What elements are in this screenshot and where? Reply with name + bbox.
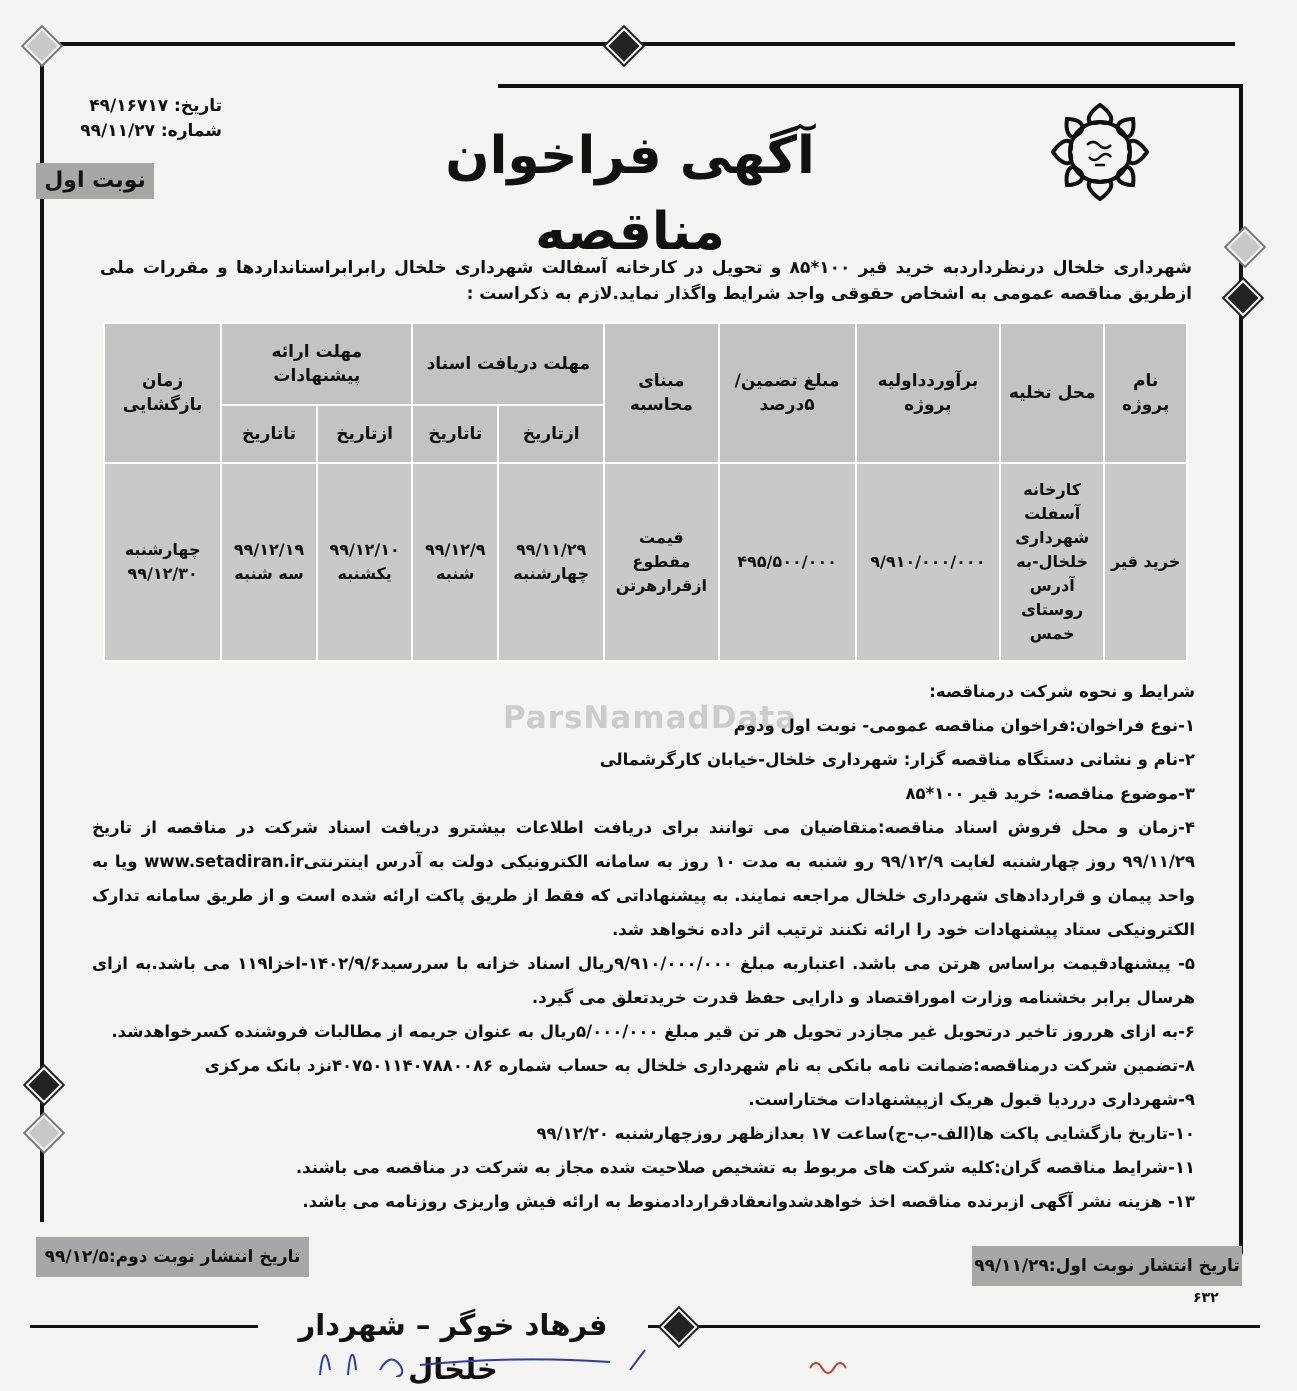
header-offers-from: ازتاریخ bbox=[317, 405, 413, 463]
condition-item: ۸-تضمین شرکت درمناقصه:ضمانت نامه بانکی به نام شهرداری خلخال به حساب شماره ۴۰۷۵۰۱۱۴۰۷۸۸۰۰۸۶نزد بانک مرکزی bbox=[204, 1056, 1195, 1075]
condition-item: ۱۰-تاریخ بازگشایی پاکت ها(الف-ب-ج)ساعت ۱۷ بعدازظهر روزچهارشنبه ۹۹/۱۲/۲۰ bbox=[536, 1124, 1195, 1143]
offers-from-date: ۹۹/۱۲/۱۰ bbox=[329, 540, 400, 559]
cell-basis: قیمت مقطوع ازقرارهرتن bbox=[604, 463, 718, 661]
conditions-section bbox=[92, 675, 1195, 1219]
condition-item: ۶-به ازای هرروز تاخیر درتحویل غیر مجازدر تحویل هر تن قیر مبلغ ۵/۰۰۰/۰۰۰ریال به عنوان جریمه از مطالبات فروشنده کسرخواهدشد. bbox=[111, 1022, 1195, 1041]
notice-meta bbox=[62, 94, 222, 144]
docs-to-date: ۹۹/۱۲/۹ bbox=[424, 540, 486, 559]
condition-item: ۱-نوع فراخوان:فراخوان مناقصه عمومی- نوبت اول ودوم bbox=[733, 716, 1195, 735]
docs-from-day: چهارشنبه bbox=[513, 564, 590, 583]
notice-date: تاریخ: ۴۹/۱۶۷۱۷ bbox=[89, 96, 222, 116]
header-guarantee: مبلغ تضمین/۵درصد bbox=[719, 323, 856, 463]
condition-item-4 bbox=[92, 811, 1195, 947]
cell-offers-from bbox=[317, 463, 413, 661]
page-title: آگهی فراخوان مناقصه bbox=[445, 126, 815, 262]
conditions-heading: شرایط و نحوه شرکت درمناقصه: bbox=[929, 682, 1195, 701]
offers-to-date: ۹۹/۱۲/۱۹ bbox=[233, 540, 305, 559]
condition-item: ۲-نام و نشانی دستگاه مناقصه گزار: شهرداری خلخال-خیابان کارگرشمالی bbox=[599, 750, 1195, 769]
tender-table bbox=[103, 322, 1188, 662]
frame-diamond-ornament bbox=[1225, 280, 1262, 317]
header-opening: زمان بازگشایی bbox=[104, 323, 221, 463]
condition-item: ۹-شهرداری درردیا قبول هریک ازپیشنهادات مختاراست. bbox=[748, 1090, 1195, 1109]
condition-item: ۵- پیشنهادقیمت براساس هرتن می باشد. اعتباربه مبلغ ۹/۹۱۰/۰۰۰/۰۰۰ریال اسناد خزانه با سررسید۱۴۰۲/۹/۶-اخزا۱۱۹ می باشد.به ازای هرسال برابر بخشنامه وزارت اموراقتصاد و دارایی حفظ قدرت خریدتعلق می گیرد. bbox=[92, 954, 1195, 1007]
signature-line: فرهاد خوگر – شهردار خلخال bbox=[258, 1303, 648, 1391]
cell-location: کارخانه آسفلت شهرداری خلخال-به آدرس روستای خمس bbox=[1000, 463, 1104, 661]
municipality-logo-icon bbox=[1045, 97, 1155, 207]
website-link[interactable]: www.setadiran.ir bbox=[144, 852, 304, 871]
offers-from-day: یکشنبه bbox=[337, 564, 392, 583]
condition-item: ۱۱-شرایط مناقصه گران:کلیه شرکت های مربوط به تشخیص صلاحیت شده مجاز به شرکت در مناقصه می باشند. bbox=[295, 1158, 1195, 1177]
docs-from-date: ۹۹/۱۱/۲۹ bbox=[516, 540, 587, 559]
condition-item: ۳-موضوع مناقصه: خرید قیر ۱۰۰*۸۵ bbox=[905, 784, 1195, 803]
opening-day: چهارشنبه bbox=[124, 540, 201, 559]
round-badge: نوبت اول bbox=[36, 163, 154, 199]
opening-date: ۹۹/۱۲/۳۰ bbox=[127, 564, 198, 583]
cell-opening bbox=[104, 463, 221, 661]
frame-top-line-inner bbox=[498, 84, 1243, 88]
header-offers-to: تاتاریخ bbox=[221, 405, 317, 463]
header-docs-deadline: مهلت دریافت اسناد bbox=[412, 323, 604, 405]
condition-item-4-rest: ویا به واحد پیمان و قراردادهای شهرداری خلخال مراجعه نمایند. به پیشنهاداتی که فقط از طریق پاکت ارائه شده است و از طریق سامانه تدارک الکترونیکی ستاد پیشنهادات خود را ارائه نکنند ترتیب اثر داده نخواهد شد. bbox=[92, 852, 1195, 939]
frame-diamond-ornament bbox=[1227, 229, 1264, 266]
header-offers-deadline: مهلت ارائه پیشنهادات bbox=[221, 323, 412, 405]
condition-item-4-text: ۴-زمان و محل فروش اسناد مناقصه:متقاضیان می توانند برای دریافت اطلاعات بیشترو دریافت اسناد شرکت در مناقصه از تاریخ ۹۹/۱۱/۲۹ روز چهارشنبه لغایت ۹۹/۱۲/۹ رو شنبه به مدت ۱۰ روز به سامانه الکترونیکی دولت به آدرس اینترنتی bbox=[92, 818, 1195, 871]
header-docs-from: ازتاریخ bbox=[498, 405, 604, 463]
header-estimate: برآوردداولیه پروژه bbox=[856, 323, 1000, 463]
watermark-text: ParsNamadData bbox=[502, 700, 798, 736]
cell-docs-to bbox=[412, 463, 498, 661]
cell-guarantee: ۴۹۵/۵۰۰/۰۰۰ bbox=[719, 463, 856, 661]
publish-date-first: تاریخ انتشار نوبت اول:۹۹/۱۱/۲۹ bbox=[972, 1246, 1242, 1286]
frame-left-line bbox=[40, 42, 44, 1222]
cell-estimate: ۹/۹۱۰/۰۰۰/۰۰۰ bbox=[856, 463, 1000, 661]
frame-diamond-ornament bbox=[26, 1067, 63, 1104]
cell-project-name: خرید قیر bbox=[1104, 463, 1187, 661]
header-project-name: نام پروژه bbox=[1104, 323, 1187, 463]
table-header-row bbox=[104, 323, 1187, 405]
handwritten-marks-icon bbox=[270, 1340, 970, 1377]
cell-docs-from bbox=[498, 463, 604, 661]
header-docs-to: تاتاریخ bbox=[412, 405, 498, 463]
frame-diamond-ornament bbox=[606, 28, 643, 65]
page-number: ۶۳۲ bbox=[1193, 1290, 1219, 1306]
header-location: محل تخلیه bbox=[1000, 323, 1104, 463]
notice-number: شماره: ۹۹/۱۱/۲۷ bbox=[80, 121, 222, 141]
intro-paragraph: شهرداری خلخال درنظرداردبه خرید قیر ۱۰۰*۸۵ و تحویل در کارخانه آسفالت شهرداری خلخال رابرابراستانداردها و مقررات ملی ازطریق مناقصه عمومی به اشخاص حقوقی واجد شرایط واگذار نماید.لازم به ذکراست : bbox=[100, 258, 1192, 304]
header-basis: مبنای محاسبه bbox=[604, 323, 718, 463]
frame-diamond-ornament bbox=[24, 28, 61, 65]
condition-item: ۱۳- هزینه نشر آگهی ازبرنده مناقصه اخذ خواهدشدوانعقادقراردادمنوط به ارائه فیش واریزی روزنامه می باشد. bbox=[302, 1192, 1195, 1211]
docs-to-day: شنبه bbox=[436, 564, 475, 583]
offers-to-day: سه شنبه bbox=[234, 564, 304, 583]
cell-offers-to bbox=[221, 463, 317, 661]
table-row bbox=[104, 463, 1187, 661]
frame-diamond-ornament bbox=[26, 1115, 63, 1152]
publish-date-second: تاریخ انتشار نوبت دوم:۹۹/۱۲/۵ bbox=[36, 1237, 309, 1277]
